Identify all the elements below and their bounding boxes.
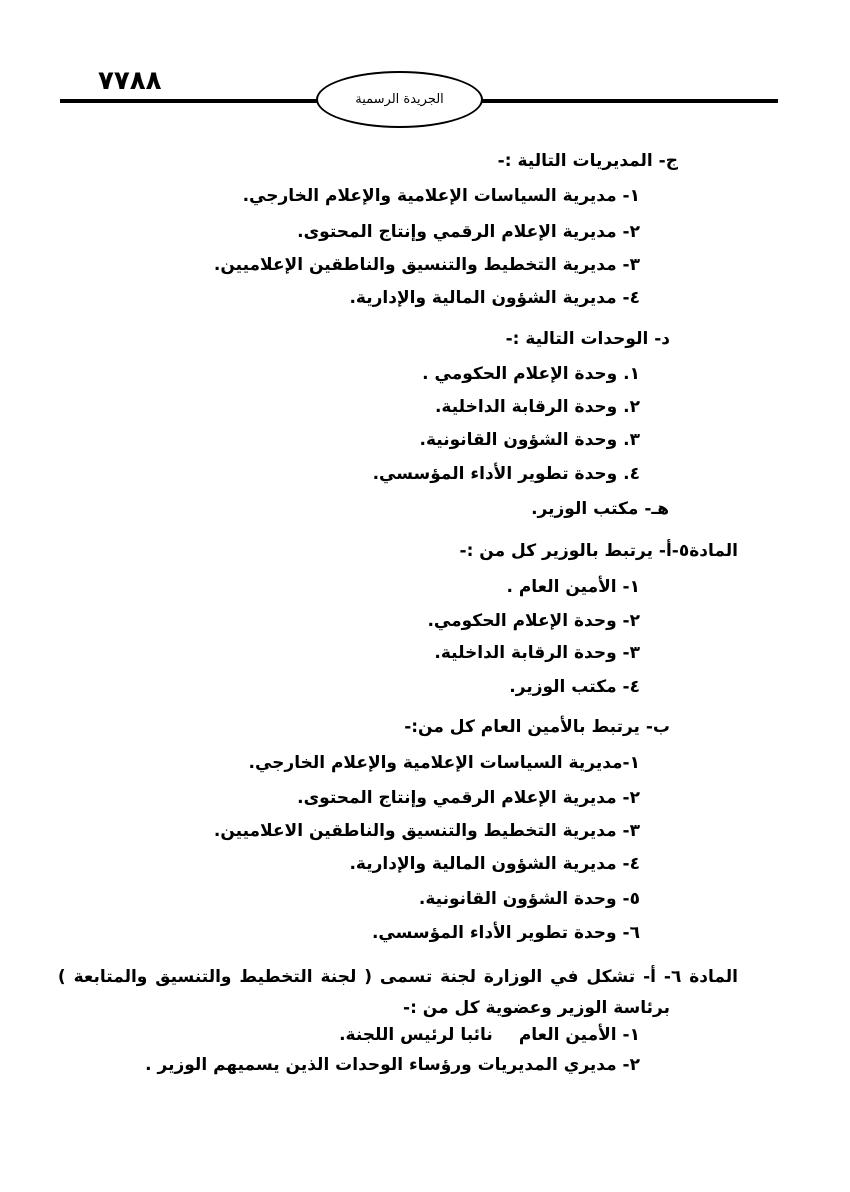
section-j-heading: ج- المديريات التالية :- [497, 151, 678, 171]
article-5b-heading: ب- يرتبط بالأمين العام كل من:- [404, 717, 670, 737]
article-6-item-1 [339, 1024, 640, 1046]
article-6-item-1-role: ١- الأمين العام [518, 1025, 640, 1045]
article-5a-item-4: ٤- مكتب الوزير. [509, 677, 640, 697]
article-5b-item-5: ٥- وحدة الشؤون القانونية. [418, 889, 640, 909]
article-5b-item-2: ٢- مديرية الإعلام الرقمي وإنتاج المحتوى. [297, 788, 640, 808]
section-d-heading: د- الوحدات التالية :- [505, 329, 670, 349]
gazette-title: الجريدة الرسمية [355, 92, 444, 107]
section-j-item-4: ٤- مديرية الشؤون المالية والإدارية. [349, 288, 640, 308]
article-5a-item-2: ٢- وحدة الإعلام الحكومي. [427, 611, 640, 631]
article-6-item-1-position: نائبا لرئيس اللجنة. [339, 1025, 493, 1045]
section-d-item-1: ١. وحدة الإعلام الحكومي . [422, 364, 640, 384]
article-5b-item-3: ٣- مديرية التخطيط والتنسيق والناطقين الاعلاميين. [213, 821, 640, 841]
section-d-item-3: ٣. وحدة الشؤون القانونية. [419, 430, 640, 450]
article-5a-item-1: ١- الأمين العام . [506, 577, 640, 597]
section-d-item-4: ٤. وحدة تطوير الأداء المؤسسي. [372, 464, 640, 484]
article-6-continuation: برئاسة الوزير وعضوية كل من :- [403, 998, 670, 1018]
article-6-item-2: ٢- مديري المديريات ورؤساء الوحدات الذين يسميهم الوزير . [145, 1055, 640, 1075]
section-j-item-1: ١- مديرية السياسات الإعلامية والإعلام الخارجي. [242, 186, 640, 206]
article-5b-item-1: ١-مديرية السياسات الإعلامية والإعلام الخارجي. [248, 753, 640, 773]
article-6-heading: المادة ٦- أ- تشكل في الوزارة لجنة تسمى ( لجنة التخطيط والتنسيق والمتابعة ) [57, 967, 738, 987]
section-d-item-2: ٢. وحدة الرقابة الداخلية. [434, 397, 640, 417]
article-5-heading: المادة٥-أ- يرتبط بالوزير كل من :- [459, 541, 738, 561]
section-j-item-2: ٢- مديرية الإعلام الرقمي وإنتاج المحتوى. [297, 222, 640, 242]
article-5b-item-6: ٦- وحدة تطوير الأداء المؤسسي. [371, 923, 640, 943]
gazette-title-oval [316, 71, 483, 128]
section-j-item-3: ٣- مديرية التخطيط والتنسيق والناطقين الإعلاميين. [213, 255, 640, 275]
article-5b-item-4: ٤- مديرية الشؤون المالية والإدارية. [349, 854, 640, 874]
section-h-heading: هـ- مكتب الوزير. [531, 499, 669, 519]
article-5a-item-3: ٣- وحدة الرقابة الداخلية. [434, 643, 640, 663]
page-number: ٧٧٨٨ [98, 66, 162, 96]
